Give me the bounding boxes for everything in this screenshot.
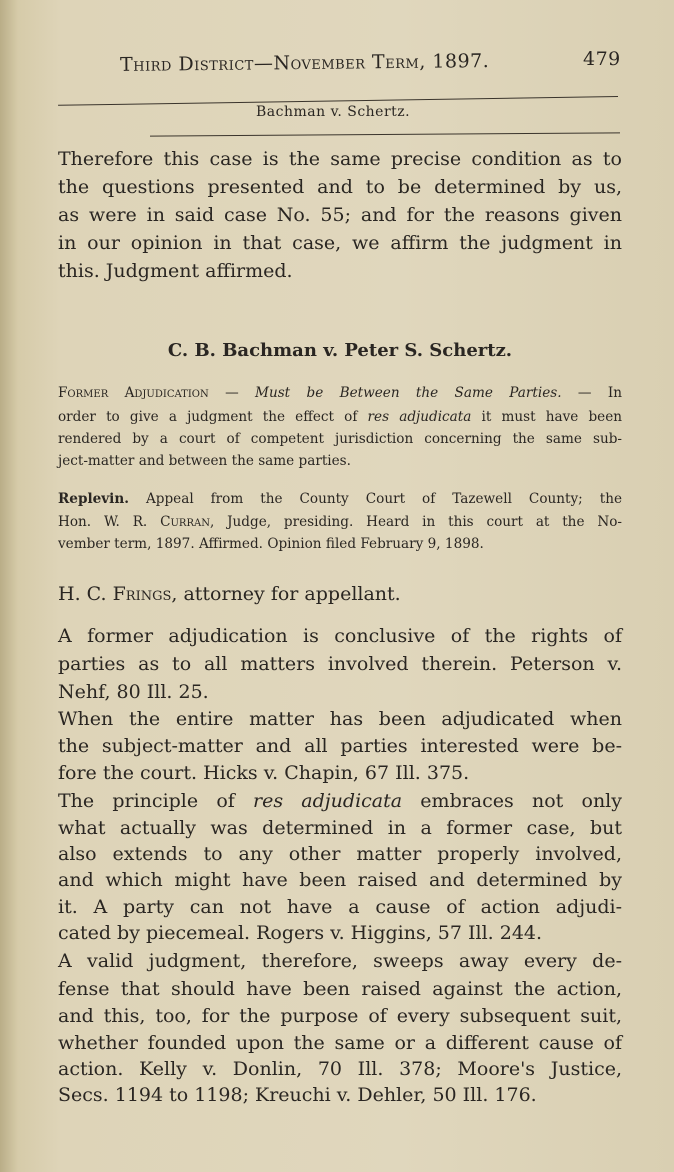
text-segment: Must be Between the Same Parties.	[255, 385, 562, 401]
text-segment: order to give a judgment the effect of	[58, 409, 368, 425]
text-segment: also extends to any other matter properly involved,	[58, 843, 622, 865]
text-segment: Appeal from the County Court of Tazewell County; the	[128, 491, 622, 507]
text-segment: , Judge, presiding. Heard in this court at the No-	[209, 514, 622, 530]
text-segment: Curran	[160, 514, 210, 530]
text-segment: A former adjudication is conclusive of the rights of	[58, 625, 622, 647]
text-line	[58, 735, 622, 757]
text-segment: fore the court. Hicks v. Chapin, 67 Ill. 375.	[58, 762, 470, 784]
text-line	[58, 790, 622, 812]
text-segment: whether founded upon the same or a different cause of	[58, 1032, 622, 1054]
text-line	[58, 491, 622, 507]
text-line	[58, 653, 622, 675]
text-segment: Former Adjudication	[58, 385, 209, 401]
text-line	[58, 1058, 622, 1080]
text-line	[58, 625, 622, 647]
text-line	[58, 978, 622, 1000]
text-segment: parties as to all matters involved therein. Peterson v.	[58, 653, 622, 675]
text-segment: res adjudicata	[367, 409, 472, 425]
text-segment: A valid judgment, therefore, sweeps away every de-	[58, 950, 622, 972]
text-line	[58, 817, 622, 839]
text-segment: what actually was determined in a former case, but	[58, 817, 622, 839]
text-segment: vember term, 1897. Affirmed. Opinion filed February 9, 1898.	[58, 536, 484, 552]
text-line	[58, 232, 622, 254]
text-line	[58, 922, 622, 944]
text-segment: action. Kelly v. Donlin, 70 Ill. 378; Moore's Justice,	[58, 1058, 622, 1080]
text-segment: ject-matter and between the same parties.	[58, 453, 351, 469]
text-line	[58, 708, 622, 730]
text-segment: Frings	[112, 583, 172, 605]
text-line	[58, 869, 622, 891]
page-number: 479	[583, 48, 621, 70]
text-segment: and this, too, for the purpose of every subsequent suit,	[58, 1005, 622, 1027]
text-segment: the questions presented and to be determined by us,	[58, 176, 622, 198]
text-segment: Replevin.	[58, 491, 129, 507]
text-segment: embraces not only	[402, 790, 622, 812]
text-line	[58, 762, 622, 784]
text-segment: this. Judgment affirmed.	[58, 260, 293, 282]
text-line	[58, 385, 622, 401]
text-line	[58, 148, 622, 170]
text-segment: H. C.	[58, 583, 113, 605]
text-segment: fense that should have been raised against the action,	[58, 978, 622, 1000]
text-segment: When the entire matter has been adjudicated when	[58, 708, 622, 730]
text-segment: , attorney for appellant.	[171, 583, 401, 605]
text-line	[58, 1032, 622, 1054]
text-line	[58, 950, 622, 972]
text-segment: it must have been	[471, 409, 622, 425]
text-segment: — In	[561, 385, 622, 401]
running-title: Third District—November Term, 1897.	[119, 50, 490, 76]
text-line	[58, 896, 622, 918]
case-title: C. B. Bachman v. Peter S. Schertz.	[167, 340, 513, 361]
text-line	[58, 1084, 622, 1106]
text-segment: rendered by a court of competent jurisdiction concerning the same sub-	[58, 431, 622, 447]
text-segment: The principle of	[58, 790, 254, 812]
text-segment: Therefore this case is the same precise condition as to	[58, 148, 622, 170]
text-segment: as were in said case No. 55; and for the reasons given	[58, 204, 622, 226]
text-line	[58, 583, 622, 605]
text-line	[58, 843, 622, 865]
text-line	[58, 1005, 622, 1027]
case-short-title: Bachman v. Schertz.	[256, 104, 411, 120]
text-segment: Secs. 1194 to 1198; Kreuchi v. Dehler, 50 Ill. 176.	[58, 1084, 537, 1106]
text-segment: —	[208, 385, 256, 401]
text-segment: Hon. W. R.	[58, 514, 161, 530]
text-line	[58, 514, 622, 530]
text-line	[58, 260, 622, 282]
text-segment: the subject-matter and all parties interested were be-	[58, 735, 622, 757]
text-line	[58, 453, 622, 469]
text-segment: in our opinion in that case, we affirm the judgment in	[58, 232, 622, 254]
text-line	[58, 431, 622, 447]
text-segment: cated by piecemeal. Rogers v. Higgins, 57 Ill. 244.	[58, 922, 543, 944]
text-segment: Nehf, 80 Ill. 25.	[58, 681, 209, 703]
text-line	[58, 409, 622, 425]
text-segment: it. A party can not have a cause of action adjudi-	[58, 896, 622, 918]
text-segment: and which might have been raised and determined by	[58, 869, 622, 891]
text-line	[58, 536, 622, 552]
text-line	[58, 681, 622, 703]
text-line	[58, 176, 622, 198]
header-rule-lower	[150, 132, 620, 136]
text-line	[58, 204, 622, 226]
text-segment: res adjudicata	[253, 790, 403, 812]
